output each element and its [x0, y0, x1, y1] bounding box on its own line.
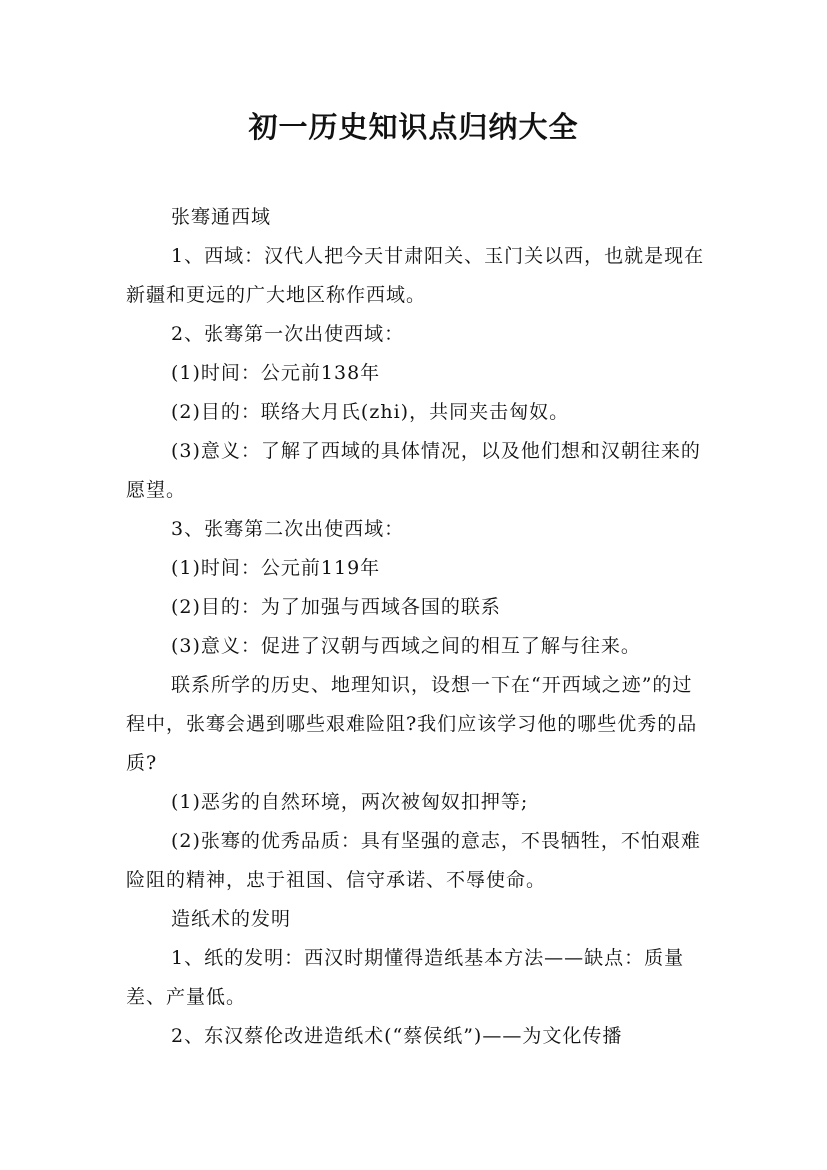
document-title: 初一历史知识点归纳大全 [248, 110, 579, 144]
paragraph: (3)意义：促进了汉朝与西域之间的相互了解与往来。 [171, 635, 641, 657]
paragraph: 1、纸的发明：西汉时期懂得造纸基本方法——缺点：质量差、产量低。 [126, 947, 685, 1008]
paragraph: 3、张骞第二次出使西域： [171, 518, 405, 540]
paragraph: 2、东汉蔡伦改进造纸术(“蔡侯纸”)——为文化传播 [171, 1025, 623, 1047]
paragraph: 联系所学的历史、地理知识，设想一下在“开西域之迹”的过程中，张骞会遇到哪些艰难险阻?我们应该学习他的哪些优秀的品质? [126, 674, 698, 774]
paragraph: 1、西域：汉代人把今天甘肃阳关、玉门关以西，也就是现在新疆和更远的广大地区称作西域。 [126, 245, 705, 306]
section-heading-papermaking: 造纸术的发明 [171, 908, 292, 930]
document-body [126, 198, 706, 1056]
paragraph: (2)目的：为了加强与西域各国的联系 [171, 596, 501, 618]
section-heading-zhang-qian: 张骞通西域 [171, 206, 272, 228]
paragraph: (2)张骞的优秀品质：具有坚强的意志，不畏牺牲，不怕艰难险阻的精神，忠于祖国、信守承诺、不辱使命。 [126, 830, 701, 891]
paragraph: 2、张骞第一次出使西域： [171, 323, 405, 345]
paragraph: (2)目的：联络大月氏(zhi)，共同夹击匈奴。 [171, 401, 570, 423]
paragraph: (1)时间：公元前119年 [171, 557, 381, 579]
paragraph: (1)恶劣的自然环境，两次被匈奴扣押等; [171, 791, 529, 813]
paragraph: (1)时间：公元前138年 [171, 362, 381, 384]
paragraph: (3)意义：了解了西域的具体情况，以及他们想和汉朝往来的愿望。 [126, 440, 701, 501]
